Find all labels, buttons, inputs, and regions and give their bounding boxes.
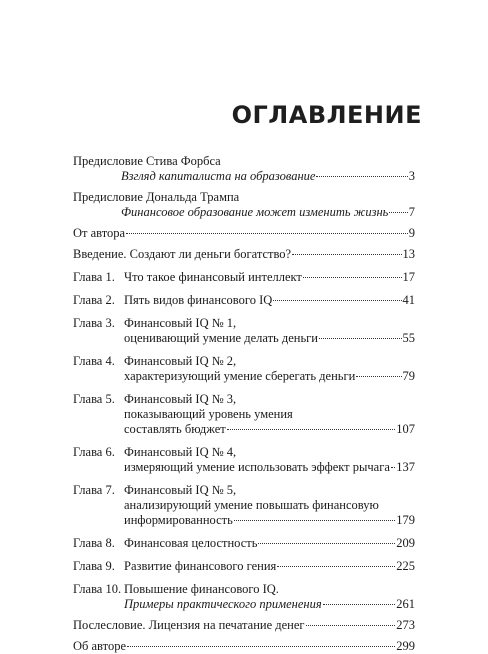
page-number: 79 — [402, 369, 415, 383]
dot-leader — [303, 277, 402, 278]
entry-title-line — [124, 445, 415, 460]
chapter-number: Глава 9. — [73, 559, 115, 573]
page-number: 3 — [408, 169, 415, 183]
chapter-number: Глава 4. — [73, 354, 115, 368]
entry-title: Введение. Создают ли деньги богатство? — [73, 247, 292, 261]
dot-leader — [319, 338, 402, 339]
toc-entry[interactable] — [73, 582, 415, 612]
toc-entry[interactable] — [73, 483, 415, 528]
entry-body — [124, 392, 415, 437]
entry-title: Об авторе — [73, 639, 126, 653]
entry-title-last-line — [73, 618, 415, 633]
dot-leader — [323, 604, 396, 605]
toc-entry[interactable] — [73, 190, 415, 220]
chapter-number: Глава 8. — [73, 536, 115, 550]
dot-leader — [227, 429, 396, 430]
entry-body — [124, 293, 415, 308]
entry-title: Развитие финансового гения — [124, 559, 277, 573]
toc-entry[interactable] — [73, 392, 415, 437]
entry-title-last-line — [124, 460, 415, 475]
dot-leader — [356, 376, 401, 377]
entry-title: составлять бюджет — [124, 422, 226, 436]
page-number: 55 — [402, 331, 415, 345]
chapter-number: Глава 7. — [73, 483, 115, 497]
chapter-number: Глава 6. — [73, 445, 115, 459]
toc-entry[interactable] — [73, 226, 415, 241]
entry-title-last-line — [124, 422, 415, 437]
chapter-number: Глава 3. — [73, 316, 115, 330]
entry-title: От автора — [73, 226, 126, 240]
entry-title-last-line — [124, 270, 415, 285]
entry-body — [124, 354, 415, 384]
dot-leader — [391, 467, 395, 468]
chapter-number: Глава 5. — [73, 392, 115, 406]
dot-leader — [292, 254, 401, 255]
page-number: 299 — [396, 639, 415, 653]
entry-title: Финансовый IQ № 1, — [124, 316, 237, 330]
dot-leader — [126, 233, 408, 234]
entry-title-last-line — [73, 247, 415, 262]
entry-title: Что такое финансовый интеллект — [124, 270, 302, 284]
entry-title-line — [124, 354, 415, 369]
page-number: 107 — [396, 422, 415, 436]
entry-title: показывающий уровень умения — [124, 407, 293, 421]
toc-entry[interactable] — [73, 247, 415, 262]
entry-title-line — [124, 407, 415, 422]
entry-title-last-line — [124, 536, 415, 551]
entry-title: информированность — [124, 513, 233, 527]
entry-title: Повышение финансового IQ. — [124, 582, 279, 596]
entry-body — [73, 639, 415, 654]
entry-body — [124, 582, 415, 612]
entry-body — [73, 154, 415, 184]
entry-title-line — [73, 154, 415, 169]
entry-title-line — [124, 498, 415, 513]
toc-entry[interactable] — [73, 316, 415, 346]
entry-title-line — [124, 582, 415, 597]
toc-entry[interactable] — [73, 559, 415, 574]
entry-title: Примеры практического применения — [124, 597, 322, 611]
dot-leader — [234, 520, 395, 521]
entry-body — [73, 190, 415, 220]
page-title: ОГЛАВЛЕНИЕ — [231, 101, 422, 129]
entry-title: Предисловие Стива Форбса — [73, 154, 221, 168]
entry-body — [124, 270, 415, 285]
entry-body — [73, 226, 415, 241]
dot-leader — [316, 176, 407, 177]
dot-leader — [273, 300, 401, 301]
page-number: 9 — [408, 226, 415, 240]
toc-entry[interactable] — [73, 270, 415, 285]
entry-title-line — [73, 190, 415, 205]
entry-body — [124, 483, 415, 528]
toc-entry[interactable] — [73, 639, 415, 654]
toc-entry[interactable] — [73, 445, 415, 475]
entry-title: Финансовая целостность — [124, 536, 258, 550]
entry-title-last-line — [124, 293, 415, 308]
dot-leader — [258, 543, 395, 544]
dot-leader — [277, 566, 395, 567]
entry-body — [124, 559, 415, 574]
page-number: 261 — [396, 597, 415, 611]
entry-title-last-line — [73, 639, 415, 654]
toc-entry[interactable] — [73, 618, 415, 633]
entry-title-last-line — [73, 226, 415, 241]
entry-body — [73, 247, 415, 262]
entry-body — [124, 445, 415, 475]
entry-title-last-line — [124, 369, 415, 384]
entry-body — [124, 536, 415, 551]
entry-title: Финансовый IQ № 3, — [124, 392, 237, 406]
page-number: 41 — [402, 293, 415, 307]
entry-title: характеризующий умение сберегать деньги — [124, 369, 356, 383]
page-number: 137 — [396, 460, 415, 474]
toc-entry[interactable] — [73, 154, 415, 184]
dot-leader — [389, 212, 407, 213]
page-number: 13 — [402, 247, 415, 261]
entry-title-last-line — [124, 597, 415, 612]
entry-title-last-line — [124, 331, 415, 346]
entry-title: Финансовый IQ № 2, — [124, 354, 237, 368]
chapter-number: Глава 10. — [73, 582, 122, 596]
entry-title: Предисловие Дональда Трампа — [73, 190, 240, 204]
page-number: 7 — [408, 205, 415, 219]
entry-title-last-line — [73, 205, 415, 220]
chapter-number: Глава 1. — [73, 270, 115, 284]
entry-title: Пять видов финансового IQ — [124, 293, 273, 307]
entry-body — [73, 618, 415, 633]
table-of-contents — [73, 154, 415, 654]
toc-entry[interactable] — [73, 536, 415, 551]
entry-title: Финансовый IQ № 5, — [124, 483, 237, 497]
entry-title: Финансовое образование может изменить жизнь — [121, 205, 389, 219]
entry-body — [124, 316, 415, 346]
page-number: 273 — [396, 618, 415, 632]
toc-entry[interactable] — [73, 354, 415, 384]
entry-title: анализирующий умение повышать финансовую — [124, 498, 379, 512]
entry-title: Послесловие. Лицензия на печатание денег — [73, 618, 305, 632]
dot-leader — [306, 625, 396, 626]
entry-title-last-line — [124, 559, 415, 574]
page-number: 209 — [396, 536, 415, 550]
entry-title-line — [124, 392, 415, 407]
page-number: 225 — [396, 559, 415, 573]
dot-leader — [127, 646, 395, 647]
entry-title: Финансовый IQ № 4, — [124, 445, 237, 459]
entry-title-last-line — [73, 169, 415, 184]
entry-title: оценивающий умение делать деньги — [124, 331, 318, 345]
entry-title-line — [124, 483, 415, 498]
entry-title: Взгляд капиталиста на образование — [121, 169, 316, 183]
entry-title-line — [124, 316, 415, 331]
page-number: 179 — [396, 513, 415, 527]
entry-title: измеряющий умение использовать эффект рычага — [124, 460, 390, 474]
entry-title-last-line — [124, 513, 415, 528]
toc-entry[interactable] — [73, 293, 415, 308]
page-number: 17 — [402, 270, 415, 284]
chapter-number: Глава 2. — [73, 293, 115, 307]
